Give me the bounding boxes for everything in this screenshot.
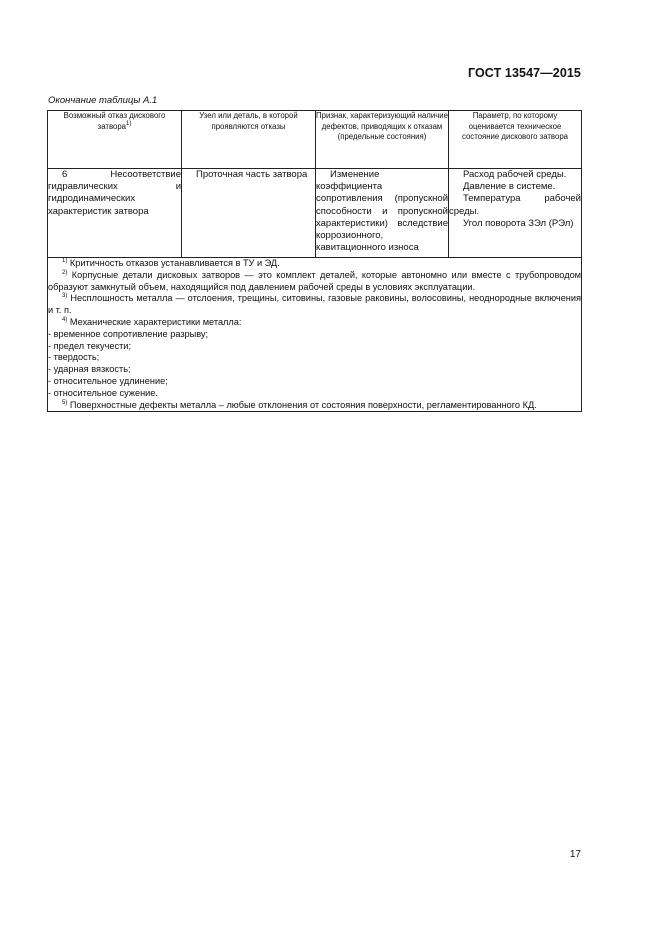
- standard-header: ГОСТ 13547—2015: [467, 66, 581, 80]
- footnote-4-item: - относительное сужение.: [48, 387, 158, 398]
- footnote-4-item: - относительное удлинение;: [48, 375, 168, 386]
- footnote-3: $^{3)}$ Несплошность металла — отслоения, трещины, ситовины, газовые раковины, волосовины, неоднородные включения и т. п.: [48, 293, 581, 316]
- footnote-2: $^{2)}$ Корпусные детали дисковых затворов — это комплект деталей, которые автономно или вместе с трубопроводом образуют замкнутый объем, находящийся под давлением рабочей среды в условиях эксплуатации.: [48, 269, 581, 292]
- table-row: [48, 169, 582, 258]
- cell-symptom: Изменение коэффициента сопротивления (пропускной способности и пропускной характеристики) вследствие коррозионного, кавитационного износа: [316, 169, 449, 258]
- cell-failure: 6 Несоответствие гидравлических и гидродинамических характеристик затвора: [48, 169, 182, 258]
- parameter-item: Температура рабочей среды.: [449, 193, 581, 217]
- footnotes-cell: [48, 258, 582, 412]
- footnote-4-item: - твердость;: [48, 352, 100, 363]
- parameter-item: Угол поворота ЗЭл (РЭл): [463, 217, 574, 229]
- table-header-row: [48, 111, 582, 169]
- footnote-4-item: - временное сопротивление разрыву;: [48, 328, 209, 339]
- footnote-1: $^{1)}$ Критичность отказов устанавливается в ТУ и ЭД.: [62, 258, 280, 268]
- column-header-failure: Возможный отказ дискового затвора$^{1)}$: [48, 111, 182, 169]
- footnote-4: $^{4)}$ Механические характеристики металла:: [62, 316, 242, 327]
- footnote-5: $^{5)}$ Поверхностные дефекты металла – любые отклонения от состояния поверхности, регламентированного КД.: [62, 399, 537, 410]
- column-header-parameter: Параметр, по которому оценивается техническое состояние дискового затвора: [449, 111, 582, 169]
- table-caption: Окончание таблицы А.1: [48, 95, 158, 106]
- footnote-4-item: - предел текучести;: [48, 340, 131, 351]
- parameter-item: Расход рабочей среды.: [463, 169, 567, 180]
- cell-component: Проточная часть затвора: [182, 169, 316, 258]
- cell-parameters: [449, 169, 582, 258]
- column-header-symptom: Признак, характеризующий наличие дефектов, приводящих к отказам (предельные состояния): [316, 111, 449, 169]
- footnotes-row: [48, 258, 582, 412]
- footnote-4-item: - ударная вязкость;: [48, 364, 131, 375]
- page-number: 17: [569, 849, 581, 860]
- column-header-component: Узел или деталь, в которой проявляются отказы: [182, 111, 316, 169]
- parameter-item: Давление в системе.: [463, 181, 556, 193]
- failure-table: [47, 110, 582, 412]
